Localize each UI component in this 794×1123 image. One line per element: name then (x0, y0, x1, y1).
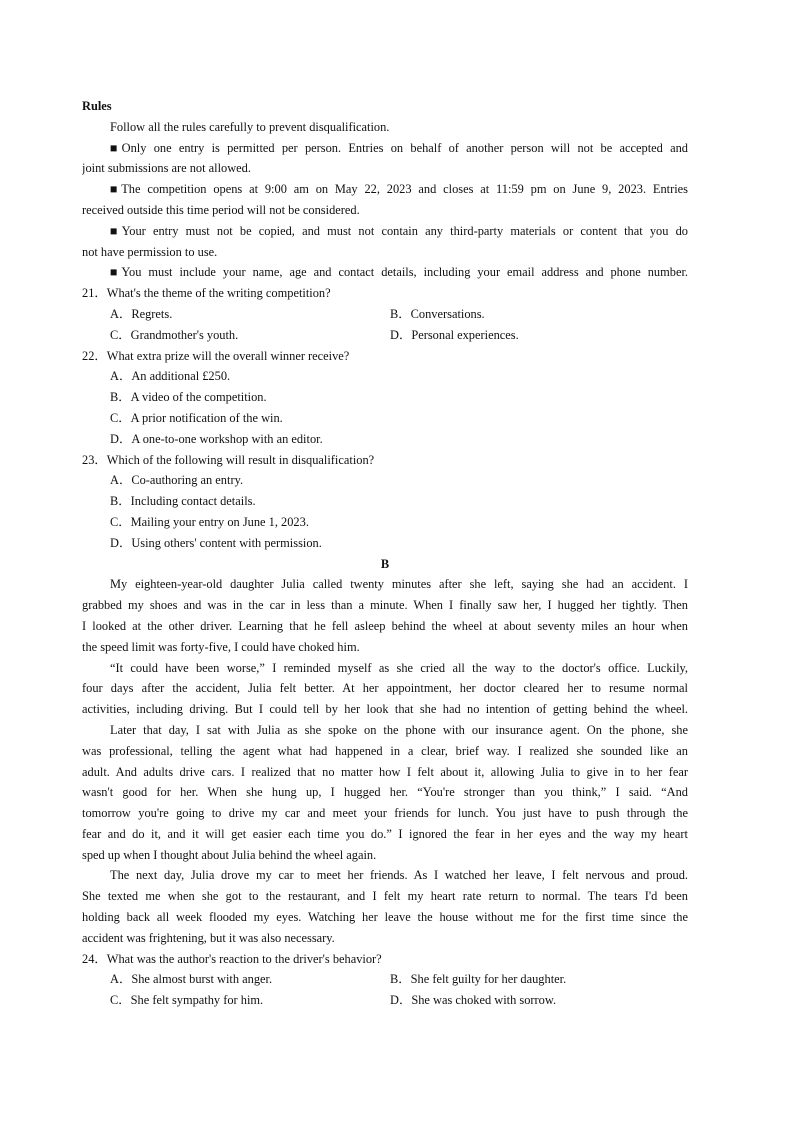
passage-paragraph-2 (82, 658, 688, 720)
question-23-option-b: B．Including contact details. (110, 494, 256, 509)
passage-line: “It could have been worse,” I reminded myself as she cried all the way to the doctor's office. Luckily, (110, 660, 688, 675)
rule-3-line-2: not have permission to use. (82, 244, 218, 259)
passage-paragraph-3 (82, 720, 688, 866)
question-21-options-row-2 (82, 325, 688, 346)
rule-2-line-1: ■The competition opens at 9:00 am on May 22, 2023 and closes at 11:59 pm on June 9, 2023. Entries (110, 182, 688, 197)
passage-line: four days after the accident, Julia felt better. At her appointment, her doctor cleared her to resume normal (82, 681, 688, 696)
passage-line: adult. And adults drive cars. I realized that no matter how I felt about it, allowing Julia to give in to her fear (82, 764, 688, 779)
passage-line: the speed limit was forty-five, I could have choked him. (82, 639, 360, 654)
passage-line: accident was frightening, but it was also necessary. (82, 930, 335, 945)
rule-3-line-1: ■Your entry must not be copied, and must not contain any third-party materials or content that you do (110, 223, 688, 238)
rule-1-line-1: ■Only one entry is permitted per person. Entries on behalf of another person will not be accepted and (110, 140, 688, 155)
passage-paragraph-1 (82, 574, 688, 657)
question-24-options-row-2 (82, 990, 688, 1011)
question-22-option-c: C．A prior notification of the win. (110, 410, 283, 425)
passage-paragraph-4 (82, 865, 688, 948)
question-24-stem: 24．What was the author's reaction to the driver's behavior? (82, 951, 382, 966)
question-21-options-row-1 (82, 304, 688, 325)
question-23-stem: 23．Which of the following will result in disqualification? (82, 452, 375, 467)
passage-line: Later that day, I sat with Julia as she spoke on the phone with our insurance agent. On the phone, she (110, 722, 688, 737)
passage-line: My eighteen-year-old daughter Julia called twenty minutes after she left, saying she had an accident. I (110, 577, 688, 592)
passage-line: fear and do it, and it will get easier each time you do.” I ignored the fear in her eyes and the way my heart (82, 826, 688, 841)
question-21-stem: 21．What's the theme of the writing competition? (82, 286, 331, 301)
passage-line: The next day, Julia drove my car to meet her friends. As I watched her leave, I felt nervous and proud. (110, 868, 688, 883)
question-22-stem: 22．What extra prize will the overall winner receive? (82, 348, 350, 363)
question-21-option-c: C．Grandmother's youth. (110, 327, 239, 342)
passage-line: grabbed my shoes and was in the car in less than a minute. When I finally saw her, I hugged her tightly. Then (82, 598, 688, 613)
question-22-option-a: A．An additional £250. (110, 369, 231, 384)
question-24-option-b: B．She felt guilty for her daughter. (390, 972, 567, 987)
passage-line: holding back all week flooded my eyes. Watching her leave the house without me for the first time since the (82, 910, 688, 925)
passage-line: sped up when I thought about Julia behind the wheel again. (82, 847, 377, 862)
rule-2-line-2: received outside this time period will not be considered. (82, 202, 360, 217)
rules-heading: Rules (82, 99, 112, 113)
rule-1-line-2: joint submissions are not allowed. (82, 161, 251, 176)
question-23-option-a: A．Co-authoring an entry. (110, 473, 244, 488)
question-22-option-b: B．A video of the competition. (110, 390, 267, 405)
question-23-option-c: C．Mailing your entry on June 1, 2023. (110, 514, 309, 529)
question-24-option-a: A．She almost burst with anger. (110, 972, 273, 987)
passage-line: was professional, telling the agent what had happened in a clear, brief way. I realized she sounded like an (82, 743, 688, 758)
exam-page (82, 96, 688, 1011)
passage-line: She texted me when she got to the restaurant, and I felt my heart rate return to normal. The tears I'd been (82, 889, 688, 904)
question-21-option-a: A．Regrets. (110, 306, 173, 321)
question-24-options-row-1 (82, 969, 688, 990)
question-21-option-b: B．Conversations. (390, 306, 485, 321)
question-21-option-d: D．Personal experiences. (390, 327, 519, 342)
passage-line: wasn't good for her. When she hung up, I hugged her. “You're stronger than you think,” I said. “And (82, 785, 688, 800)
question-24-option-d: D．She was choked with sorrow. (390, 993, 557, 1008)
rules-intro: Follow all the rules carefully to prevent disqualification. (110, 119, 390, 134)
question-22-option-d: D．A one-to-one workshop with an editor. (110, 431, 323, 446)
passage-line: tomorrow you're going to drive my car and meet your friends for lunch. You just have to push through the (82, 806, 688, 821)
passage-line: activities, including driving. But I could tell by her look that she had no intention of getting behind the wheel. (82, 702, 688, 717)
section-b-heading: B (380, 556, 390, 571)
question-23-option-d: D．Using others' content with permission. (110, 535, 322, 550)
rule-4: ■You must include your name, age and contact details, including your email address and phone number. (110, 265, 688, 280)
passage-line: I looked at the other driver. Learning that he fell asleep behind the wheel at about seventy miles an hour when (82, 618, 688, 633)
question-24-option-c: C．She felt sympathy for him. (110, 993, 264, 1008)
